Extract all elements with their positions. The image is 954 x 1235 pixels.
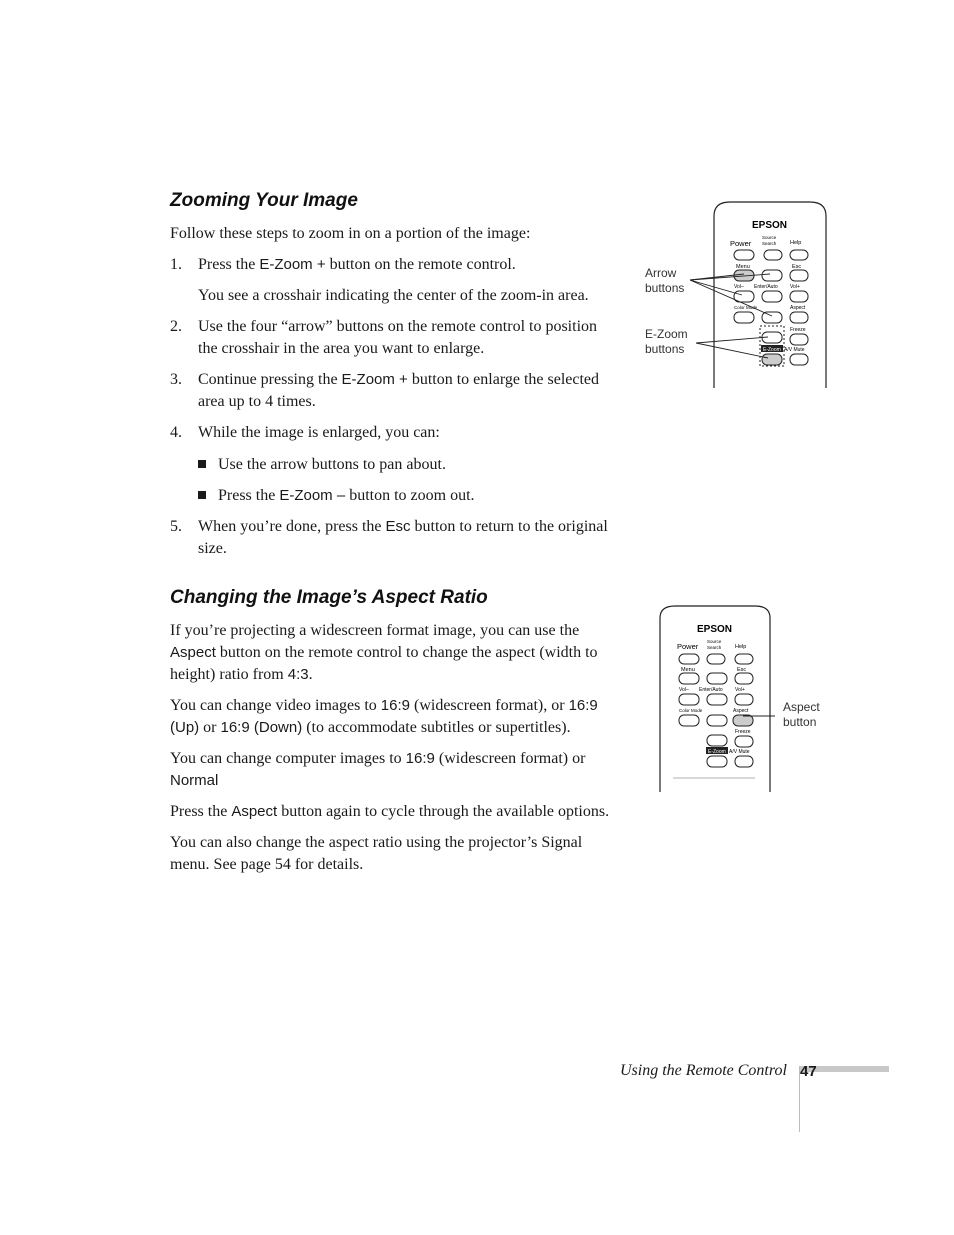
ratio-value: 16:9 xyxy=(405,750,435,767)
button-name: Esc xyxy=(385,518,411,535)
arrow-right-button xyxy=(790,291,808,302)
esc-button xyxy=(790,270,808,281)
callout-label: Aspect xyxy=(783,700,820,714)
arrow-down-button xyxy=(762,312,782,323)
paragraph-text: You can change computer images to xyxy=(170,750,406,767)
ezoom-label: E-Zoom xyxy=(763,347,781,353)
arrow-left-button xyxy=(679,694,699,705)
freeze-button xyxy=(735,736,753,747)
intro-paragraph: Follow these steps to zoom in on a portion of the image: xyxy=(170,225,531,242)
step-text: Press the xyxy=(198,256,260,273)
aspect-label: Aspect xyxy=(790,305,806,311)
color-mode-label: Color Mode xyxy=(734,305,758,310)
source-label: Source xyxy=(707,639,722,644)
paragraph-text: . xyxy=(308,666,313,683)
arrow-up-button xyxy=(762,270,782,281)
paragraph-text: (to accommodate subtitles or supertitles). xyxy=(302,719,571,736)
vol-plus-label: Vol+ xyxy=(735,687,745,693)
brand-logo: EPSON xyxy=(752,220,788,231)
arrow-right-button xyxy=(735,694,753,705)
callout-line xyxy=(696,337,768,343)
color-mode-label: Color Mode xyxy=(679,708,703,713)
aspect-paragraph-1 xyxy=(170,620,632,686)
step-5 xyxy=(170,516,632,560)
section-heading-aspect-ratio: Changing the Image’s Aspect Ratio xyxy=(170,587,488,608)
step-text: the crosshair in the area you want to enlarge. xyxy=(198,340,485,357)
aspect-paragraph-5 xyxy=(170,832,632,876)
vol-plus-label: Vol+ xyxy=(790,284,800,290)
remote-control-illustration-2 xyxy=(655,602,775,794)
aspect-paragraph-3 xyxy=(170,748,632,792)
page-number: 47 xyxy=(800,1063,817,1080)
callout-label: buttons xyxy=(645,342,685,356)
esc-label: Esc xyxy=(792,264,802,270)
ezoom-minus-button xyxy=(762,354,782,365)
ezoom-minus-button xyxy=(707,756,727,767)
enter-auto-label: Enter/Auto xyxy=(699,687,723,693)
button-name: E-Zoom + xyxy=(259,256,326,273)
help-label: Help xyxy=(735,644,747,650)
aspect-button xyxy=(790,312,808,323)
help-label: Help xyxy=(790,240,802,246)
remote-control-illustration-1 xyxy=(690,198,830,390)
button-name: Aspect xyxy=(231,803,278,820)
ratio-value: 16:9 xyxy=(568,697,598,714)
callout-label: button xyxy=(783,715,817,729)
freeze-label: Freeze xyxy=(735,729,751,735)
paragraph-text: Press the xyxy=(170,803,232,820)
ezoom-plus-button xyxy=(707,735,727,746)
ratio-value: (Up) xyxy=(170,719,200,736)
paragraph-text: menu. See page 54 for details. xyxy=(170,856,364,873)
step-2 xyxy=(170,316,632,360)
esc-button xyxy=(735,673,753,684)
step-text: Use the four “arrow” buttons on the remote control to position xyxy=(198,318,598,335)
search-label: Search xyxy=(707,645,722,650)
power-label: Power xyxy=(677,642,699,651)
bullet-text: button to zoom out. xyxy=(345,487,475,504)
brand-logo: EPSON xyxy=(697,624,733,635)
av-mute-button xyxy=(735,756,753,767)
button-name: E-Zoom – xyxy=(279,487,346,504)
help-button xyxy=(735,654,753,664)
bullet-square-icon xyxy=(198,491,206,499)
paragraph-text: (widescreen format) or xyxy=(434,750,586,767)
ratio-value: 4:3 xyxy=(287,666,309,683)
search-label: Search xyxy=(762,241,777,246)
step-number: 4. xyxy=(170,424,182,441)
power-label: Power xyxy=(730,239,752,248)
step-text: button to enlarge the selected xyxy=(407,371,600,388)
callout-aspect-button xyxy=(783,700,820,730)
vol-minus-label: Vol– xyxy=(679,687,689,693)
paragraph-text: You can change video images to xyxy=(170,697,381,714)
step-number: 3. xyxy=(170,371,182,388)
ezoom-label: E-Zoom xyxy=(708,749,726,755)
esc-label: Esc xyxy=(737,667,747,673)
freeze-label: Freeze xyxy=(790,327,806,333)
step-text: Continue pressing the xyxy=(198,371,342,388)
callout-label: buttons xyxy=(645,281,685,295)
paragraph-text: You can also change the aspect ratio using the projector’s Signal xyxy=(170,834,583,851)
callout-line xyxy=(696,343,768,358)
av-mute-button xyxy=(790,354,808,365)
step-text: When you’re done, press the xyxy=(198,518,386,535)
step-3 xyxy=(170,369,632,413)
menu-button xyxy=(679,673,699,684)
aspect-paragraph-4 xyxy=(170,801,632,823)
step-number: 1. xyxy=(170,256,182,273)
step-text: button on the remote control. xyxy=(325,256,516,273)
freeze-button xyxy=(790,334,808,345)
color-mode-button xyxy=(734,312,754,323)
step-text: size. xyxy=(198,540,227,557)
power-button xyxy=(734,250,754,260)
paragraph-text: button again to cycle through the available options. xyxy=(277,803,610,820)
help-button xyxy=(790,250,808,260)
paragraph-text: If you’re projecting a widescreen format image, you can use the xyxy=(170,622,580,639)
step-number: 2. xyxy=(170,318,182,335)
bullet-square-icon xyxy=(198,460,206,468)
source-search-button xyxy=(764,250,782,260)
enter-auto-label: Enter/Auto xyxy=(754,284,778,290)
callout-line xyxy=(690,274,770,280)
enter-button xyxy=(707,694,727,705)
arrow-down-button xyxy=(707,715,727,726)
aspect-label: Aspect xyxy=(733,708,749,714)
step-4 xyxy=(170,422,632,444)
menu-label: Menu xyxy=(681,667,695,673)
aspect-button xyxy=(733,715,753,726)
power-button xyxy=(679,654,699,664)
source-label: Source xyxy=(762,235,777,240)
running-footer-title: Using the Remote Control xyxy=(620,1062,787,1079)
source-search-button xyxy=(707,654,725,664)
bullet-text: Use the arrow buttons to pan about. xyxy=(218,456,446,473)
callout-ezoom-buttons xyxy=(645,327,688,357)
paragraph-text: height) ratio from xyxy=(170,666,288,683)
enter-button xyxy=(762,291,782,302)
callout-arrow-buttons xyxy=(645,266,684,296)
button-name: E-Zoom + xyxy=(341,371,408,388)
menu-label: Menu xyxy=(736,264,750,270)
step-1-note: You see a crosshair indicating the center of the zoom-in area. xyxy=(198,287,589,304)
paragraph-text: (widescreen format), or xyxy=(409,697,569,714)
step-text: area up to 4 times. xyxy=(198,393,316,410)
av-mute-label: A/V Mute xyxy=(784,347,805,353)
bullet-item xyxy=(198,454,446,476)
step-text: While the image is enlarged, you can: xyxy=(198,424,440,441)
bullet-text: Press the xyxy=(218,487,280,504)
ratio-value: 16:9 xyxy=(380,697,410,714)
step-text: button to return to the original xyxy=(410,518,608,535)
vol-minus-label: Vol– xyxy=(734,284,744,290)
step-1 xyxy=(170,254,632,276)
aspect-paragraph-2 xyxy=(170,695,632,739)
section-heading-zooming: Zooming Your Image xyxy=(170,190,358,211)
bullet-item xyxy=(198,485,475,507)
ratio-value: Normal xyxy=(170,772,219,789)
step-number: 5. xyxy=(170,518,182,535)
button-name: Aspect xyxy=(170,644,216,661)
paragraph-text: button on the remote control to change the aspect (width to xyxy=(215,644,598,661)
callout-label: E-Zoom xyxy=(645,327,688,341)
av-mute-label: A/V Mute xyxy=(729,749,750,755)
callout-label: Arrow xyxy=(645,266,677,280)
arrow-up-button xyxy=(707,673,727,684)
color-mode-button xyxy=(679,715,699,726)
paragraph-text: or xyxy=(199,719,221,736)
ratio-value: 16:9 (Down) xyxy=(220,719,303,736)
